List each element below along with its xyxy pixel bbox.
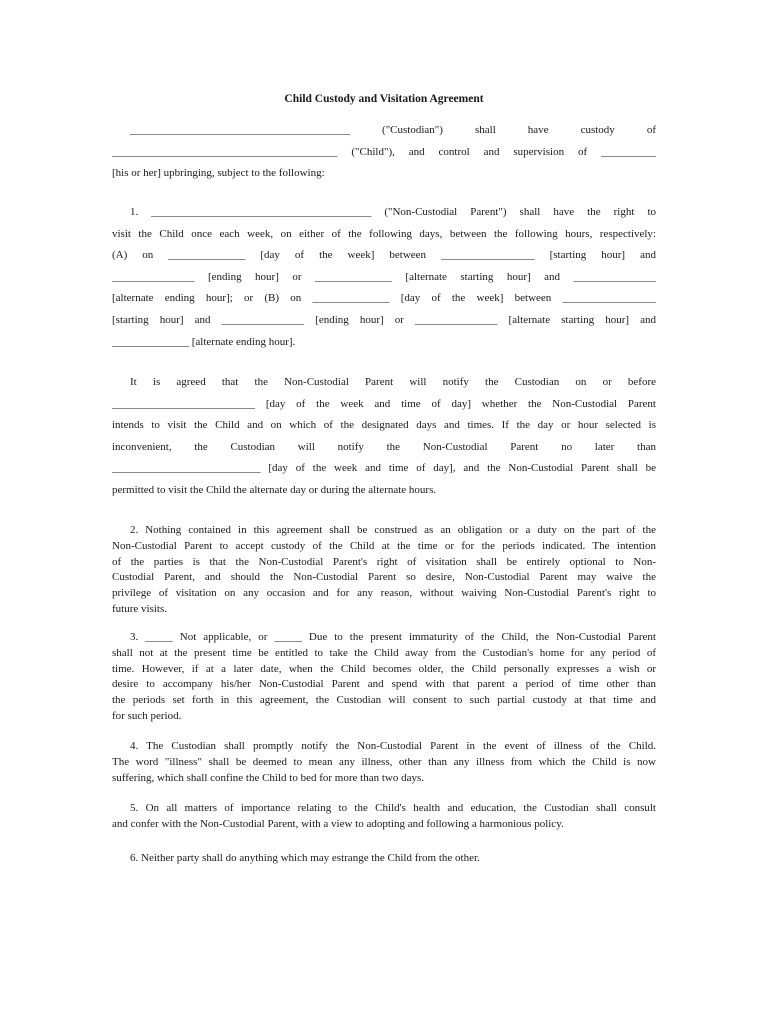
text-line: intends to visit the Child and on which of the designated days and times. If the day or hour selected is bbox=[112, 419, 656, 432]
text-line: [alternate ending hour]; or (B) on ______________ [day of the week] between _________________ bbox=[112, 292, 656, 305]
clause-1 bbox=[112, 202, 656, 353]
text-line: (A) on ______________ [day of the week] between _________________ [starting hour] and bbox=[112, 249, 656, 262]
text-line: Non-Custodial Parent to accept custody of the Child at the time or for the periods indicated. The intention bbox=[112, 539, 656, 552]
text-line: ______________ [alternate ending hour]. bbox=[112, 335, 296, 348]
text-line: of the parties is that the Non-Custodial Parent's right of visitation shall be entirely optional to Non- bbox=[112, 555, 656, 568]
text-line: 4. The Custodian shall promptly notify the Non-Custodial Parent in the event of illness of the Child. bbox=[130, 740, 656, 752]
text-line: time. However, if at a later date, when the Child becomes older, the Child personally expresses a wish or bbox=[112, 662, 656, 675]
text-line: [starting hour] and _______________ [ending hour] or _______________ [alternate starting hour] and bbox=[112, 313, 656, 326]
text-line: for such period. bbox=[112, 709, 182, 722]
text-line: the periods set forth in this agreement, the Custodian will consent to such partial custody at that time and bbox=[112, 694, 656, 707]
text-line: It is agreed that the Non-Custodial Parent will notify the Custodian on or before bbox=[130, 376, 656, 388]
text-line: privilege of visitation on any occasion and for any reason, without waiving Non-Custodial Parent's right to bbox=[112, 587, 656, 600]
text-line: _______________ [ending hour] or ______________ [alternate starting hour] and _______________ bbox=[112, 270, 656, 283]
text-line: shall not at the present time be entitled to take the Child away from the Custodian's home for any period of bbox=[112, 646, 656, 659]
clause-6 bbox=[112, 851, 656, 867]
clause-3 bbox=[112, 630, 656, 725]
clause-4 bbox=[112, 739, 656, 786]
text-line: 6. Neither party shall do anything which may estrange the Child from the other. bbox=[130, 852, 480, 864]
text-line: __________________________ [day of the week and time of day] whether the Non-Custodial Parent bbox=[112, 397, 656, 410]
text-line: permitted to visit the Child the alternate day or during the alternate hours. bbox=[112, 483, 437, 496]
text-line: future visits. bbox=[112, 602, 167, 615]
text-line: 1. ________________________________________ ("Non-Custodial Parent") shall have the right to bbox=[130, 206, 656, 218]
text-line: 5. On all matters of importance relating to the Child's health and education, the Custodian shall consult bbox=[130, 802, 656, 814]
text-line: The word "illness" shall be deemed to mean any illness, other than any illness from which the Child is now bbox=[112, 755, 656, 768]
text-line: inconvenient, the Custodian will notify the Non-Custodial Parent no later than bbox=[112, 440, 656, 453]
text-line: 2. Nothing contained in this agreement shall be construed as an obligation or a duty on the part of the bbox=[130, 524, 656, 536]
text-line: 3. _____ Not applicable, or _____ Due to the present immaturity of the Child, the Non-Custodial Parent bbox=[130, 631, 656, 643]
text-line: Custodial Parent, and should the Non-Custodial Parent so desire, Non-Custodial Parent may waive the bbox=[112, 571, 656, 584]
clause-5 bbox=[112, 801, 656, 833]
document-title: Child Custody and Visitation Agreement bbox=[284, 93, 484, 105]
text-line: ________________________________________ ("Custodian") shall have custody of bbox=[130, 124, 656, 136]
text-line: visit the Child once each week, on either of the following days, between the following hours, respectively: bbox=[112, 227, 656, 240]
text-line: [his or her] upbringing, subject to the following: bbox=[112, 167, 325, 180]
notification-paragraph bbox=[112, 372, 656, 502]
text-line: suffering, which shall confine the Child to bed for more than two days. bbox=[112, 771, 425, 784]
text-line: ___________________________ [day of the week and time of day], and the Non-Custodial Parent shall be bbox=[112, 462, 656, 475]
text-line: and confer with the Non-Custodial Parent, with a view to adopting and following a harmonious policy. bbox=[112, 817, 564, 830]
intro-paragraph bbox=[112, 120, 656, 185]
text-line: desire to accompany his/her Non-Custodial Parent and spend with that parent a period of time other than bbox=[112, 678, 656, 691]
text-line: _________________________________________ ("Child"), and control and supervision of __________ bbox=[112, 145, 656, 158]
clause-2 bbox=[112, 523, 656, 618]
